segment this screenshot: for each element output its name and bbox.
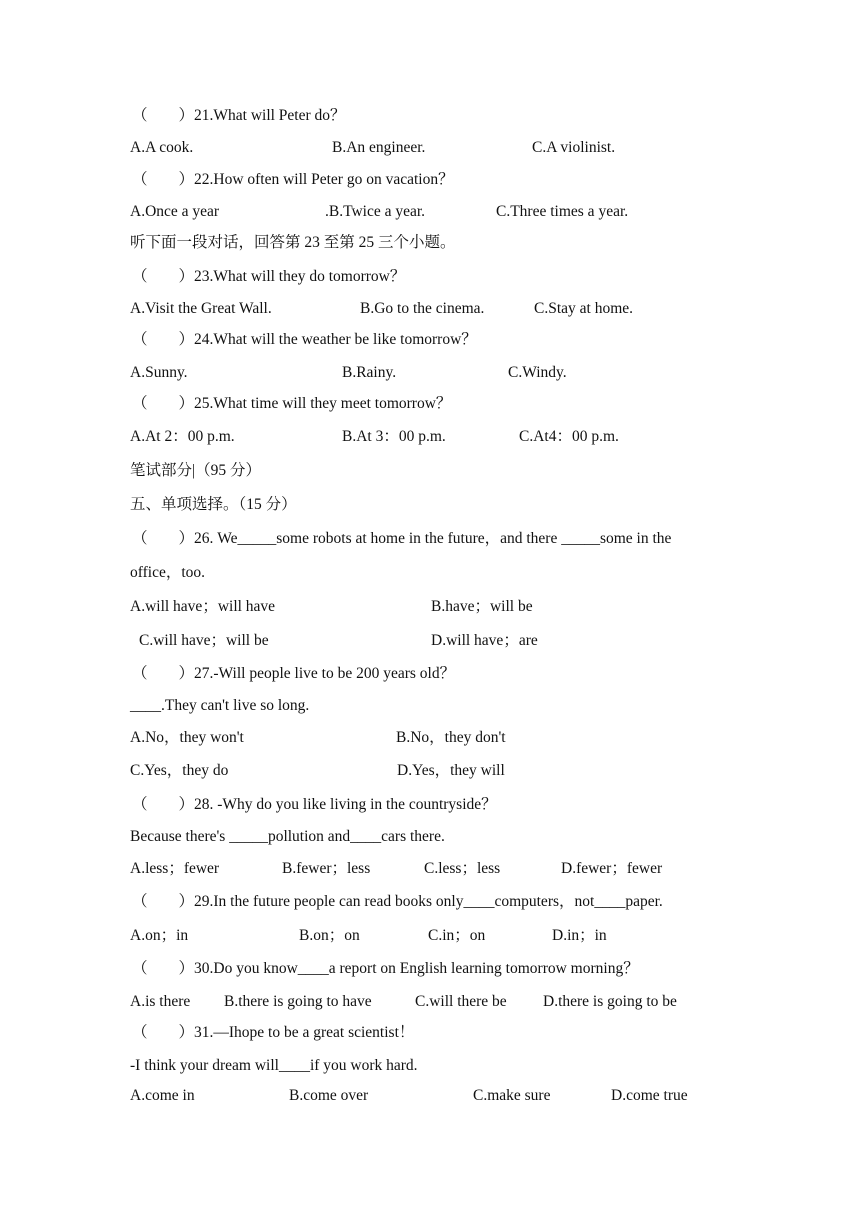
question-27-options-row2 bbox=[0, 759, 860, 783]
question-25-options bbox=[0, 425, 860, 449]
question-stem: （ ）31.—Ihope to be a great scientist！ bbox=[132, 1024, 415, 1041]
question-26-options-row1 bbox=[0, 595, 860, 619]
written-part-text: 笔试部分|（95 分） bbox=[130, 462, 261, 479]
question-stem: （ ）21.What will Peter do？ bbox=[132, 107, 346, 124]
option-a: A.Sunny. bbox=[130, 364, 188, 381]
section-intro-text: 听下面一段对话，回答第 23 至第 25 三个小题。 bbox=[130, 234, 456, 251]
question-stem: （ ）24.What will the weather be like tomorrow？ bbox=[132, 331, 477, 348]
dialogue-reply: Because there's _____pollution and____cars there. bbox=[130, 828, 445, 845]
option-b: .B.Twice a year. bbox=[325, 203, 426, 220]
option-c: C.Three times a year. bbox=[496, 203, 629, 220]
question-25 bbox=[0, 392, 860, 416]
question-30 bbox=[0, 957, 860, 981]
question-27 bbox=[0, 662, 860, 686]
question-23 bbox=[0, 265, 860, 289]
option-c: C.Windy. bbox=[508, 364, 567, 381]
question-30-options bbox=[0, 990, 860, 1014]
question-stem-continued: office，too. bbox=[130, 564, 206, 581]
option-b: B.Rainy. bbox=[342, 364, 397, 381]
question-31-options bbox=[0, 1084, 860, 1108]
written-part-heading bbox=[0, 459, 860, 483]
option-a: A.At 2：00 p.m. bbox=[130, 428, 235, 445]
option-d: D.fewer；fewer bbox=[561, 860, 663, 877]
question-29-options bbox=[0, 924, 860, 948]
option-c: C.At4：00 p.m. bbox=[519, 428, 619, 445]
option-a: A.will have；will have bbox=[130, 598, 276, 615]
option-a: A.less；fewer bbox=[130, 860, 220, 877]
question-stem: （ ）22.How often will Peter go on vacation？ bbox=[132, 171, 454, 188]
question-29 bbox=[0, 890, 860, 914]
option-d: D.come true bbox=[611, 1087, 688, 1104]
question-stem: （ ）23.What will they do tomorrow？ bbox=[132, 268, 406, 285]
question-stem: （ ）28. -Why do you like living in the countryside？ bbox=[132, 796, 497, 813]
option-b: B.on；on bbox=[299, 927, 360, 944]
section-5-title bbox=[0, 493, 860, 517]
option-c: C.in；on bbox=[428, 927, 486, 944]
question-27-reply bbox=[0, 694, 860, 718]
question-23-options bbox=[0, 297, 860, 321]
option-d: D.in；in bbox=[552, 927, 607, 944]
question-24 bbox=[0, 328, 860, 352]
option-d: D.Yes，they will bbox=[397, 762, 505, 779]
option-a: A.come in bbox=[130, 1087, 195, 1104]
option-b: B.No，they don't bbox=[396, 729, 506, 746]
question-31-reply bbox=[0, 1054, 860, 1078]
question-22-options bbox=[0, 200, 860, 224]
section-title-text: 五、单项选择。（15 分） bbox=[130, 496, 297, 513]
option-b: B.fewer；less bbox=[282, 860, 371, 877]
question-21 bbox=[0, 104, 860, 128]
option-c: C.will have；will be bbox=[139, 632, 269, 649]
question-stem: （ ）29.In the future people can read books only____computers，not____paper. bbox=[132, 893, 663, 910]
option-b: B.Go to the cinema. bbox=[360, 300, 485, 317]
option-b: B.come over bbox=[289, 1087, 369, 1104]
option-d: D.will have；are bbox=[431, 632, 538, 649]
option-b: B.have；will be bbox=[431, 598, 533, 615]
option-c: C.make sure bbox=[473, 1087, 551, 1104]
option-a: A.is there bbox=[130, 993, 191, 1010]
question-stem: （ ）26. We_____some robots at home in the future，and there _____some in the bbox=[132, 530, 672, 547]
question-31 bbox=[0, 1021, 860, 1045]
question-24-options bbox=[0, 361, 860, 385]
option-c: C.Yes，they do bbox=[130, 762, 229, 779]
option-a: A.Visit the Great Wall. bbox=[130, 300, 272, 317]
option-a: A.No，they won't bbox=[130, 729, 244, 746]
dialogue-reply: ____.They can't live so long. bbox=[130, 697, 310, 714]
question-26-options-row2 bbox=[0, 629, 860, 653]
option-c: C.will there be bbox=[415, 993, 507, 1010]
question-28-reply bbox=[0, 825, 860, 849]
option-a: A.A cook. bbox=[130, 139, 194, 156]
option-a: A.on；in bbox=[130, 927, 189, 944]
dialogue-reply: -I think your dream will____if you work hard. bbox=[130, 1057, 418, 1074]
option-b: B.there is going to have bbox=[224, 993, 372, 1010]
question-21-options bbox=[0, 136, 860, 160]
question-stem: （ ）25.What time will they meet tomorrow？ bbox=[132, 395, 452, 412]
option-b: B.An engineer. bbox=[332, 139, 426, 156]
listening-section-intro bbox=[0, 231, 860, 255]
option-c: C.A violinist. bbox=[532, 139, 616, 156]
question-26 bbox=[0, 527, 860, 551]
question-stem: （ ）30.Do you know____a report on English learning tomorrow morning？ bbox=[132, 960, 639, 977]
option-d: D.there is going to be bbox=[543, 993, 677, 1010]
option-c: C.Stay at home. bbox=[534, 300, 634, 317]
question-28-options bbox=[0, 857, 860, 881]
option-b: B.At 3：00 p.m. bbox=[342, 428, 446, 445]
question-stem: （ ）27.-Will people live to be 200 years old？ bbox=[132, 665, 456, 682]
question-27-options-row1 bbox=[0, 726, 860, 750]
question-28 bbox=[0, 793, 860, 817]
option-c: C.less；less bbox=[424, 860, 501, 877]
question-26-continued bbox=[0, 561, 860, 585]
option-a: A.Once a year bbox=[130, 203, 220, 220]
question-22 bbox=[0, 168, 860, 192]
